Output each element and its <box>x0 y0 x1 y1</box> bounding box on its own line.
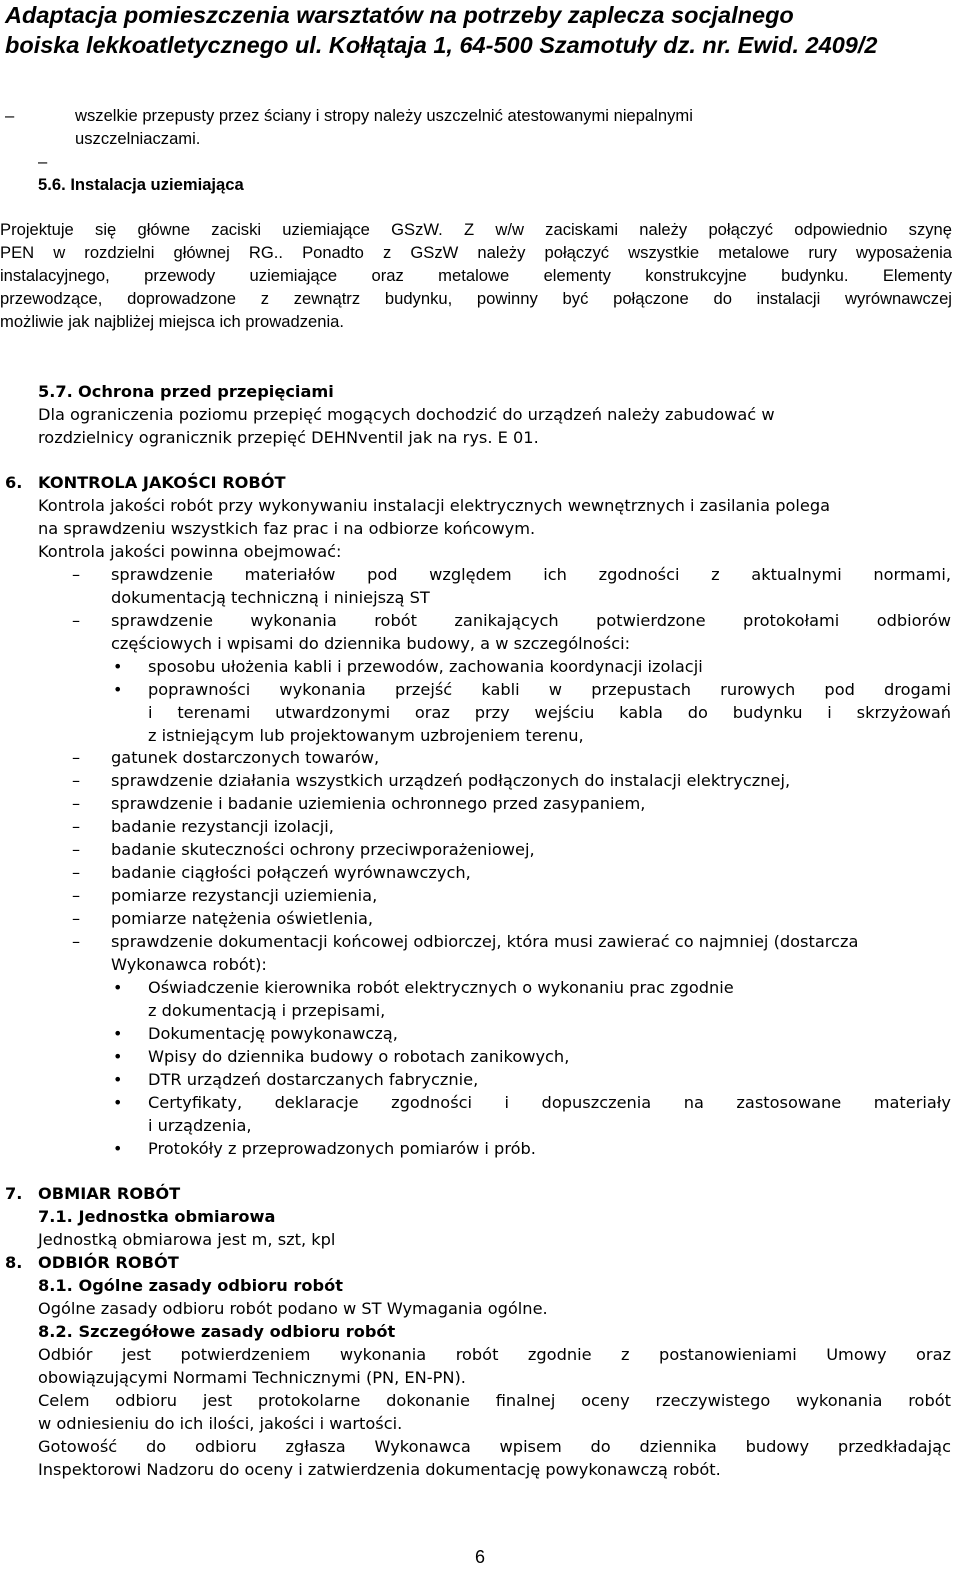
section-heading-6: KONTROLA JAKOŚCI ROBÓT <box>38 473 286 492</box>
dash-marker: – <box>72 771 81 790</box>
dash-marker: – <box>5 106 15 125</box>
section-heading-5-7: 5.7. Ochrona przed przepięciami <box>38 382 334 401</box>
dash-marker: – <box>72 565 81 584</box>
list-item: sposobu ułożenia kabli i przewodów, zachowania koordynacji izolacji <box>148 657 703 676</box>
section-number-7: 7. <box>5 1184 23 1203</box>
list-item: Protokóły z przeprowadzonych pomiarów i prób. <box>148 1139 536 1158</box>
bullet-marker: • <box>113 978 123 997</box>
list-item: sprawdzenie i badanie uziemienia ochronnego przed zasypaniem, <box>111 794 646 813</box>
list-item: pomiarze rezystancji uziemienia, <box>111 886 378 905</box>
paragraph: Jednostką obmiarowa jest m, szt, kpl <box>38 1230 336 1249</box>
dash-marker: – <box>72 611 81 630</box>
page-header <box>5 0 955 60</box>
bullet-marker: • <box>113 1093 123 1112</box>
dash-marker: – <box>72 932 81 951</box>
list-item: gatunek dostarczonych towarów, <box>111 748 380 767</box>
section-number-8: 8. <box>5 1253 23 1272</box>
paragraph: Projektuje się główne zaciski uziemiające GSzW. Z w/w zaciskami należy połączyć odpowiednio szynę PEN w rozdzielni głównej RG.. Ponadto z GSzW należy połączyć wszystkie metalowe rury wyposażenia instalacyjnego, przewody uziemiające oraz metalowe elementy konstrukcyjne budynku. Elementy przewodzące, doprowadzone z zewnątrz budynku, powinny być połączone do instalacji wyrównawczej możliwie jak najbliżej miejsca ich prowadzenia. <box>0 220 952 331</box>
subsection-heading-8-2: 8.2. Szczegółowe zasady odbioru robót <box>38 1322 396 1341</box>
header-line-1: Adaptacja pomieszczenia warsztatów na potrzeby zaplecza socjalnego <box>5 2 794 28</box>
subsection-heading-7-1: 7.1. Jednostka obmiarowa <box>38 1207 276 1226</box>
header-line-2: boiska lekkoatletycznego ul. Kołłątaja 1, 64-500 Szamotuły dz. nr. Ewid. 2409/2 <box>5 32 878 58</box>
dash-marker: – <box>72 886 81 905</box>
bullet-marker: • <box>113 1139 123 1158</box>
list-item: badanie skuteczności ochrony przeciwporażeniowej, <box>111 840 535 859</box>
list-item: sprawdzenie wykonania robót zanikających potwierdzone protokołami odbiorów częściowych i wpisami do dziennika budowy, a w szczególności: <box>111 611 951 653</box>
bullet-marker: • <box>113 1024 123 1043</box>
list-item: sprawdzenie działania wszystkich urządzeń podłączonych do instalacji elektrycznej, <box>111 771 791 790</box>
bullet-marker: • <box>113 657 123 676</box>
dash-marker: – <box>72 863 81 882</box>
bullet-marker: • <box>113 1047 123 1066</box>
paragraph: Odbiór jest potwierdzeniem wykonania robót zgodnie z postanowieniami Umowy oraz obowiązującymi Normami Technicznymi (PN, EN-PN). Celem odbioru jest protokolarne dokonanie finalnej oceny rzeczywistego wykonania robót w odniesieniu do ich ilości, jakości i wartości. Gotowość do odbioru zgłasza Wykonawca wpisem do dziennika budowy przedkładając Inspektorowi Nadzoru do oceny i zatwierdzenia dokumentację powykonawczą robót. <box>38 1345 951 1479</box>
section-heading-8: ODBIÓR ROBÓT <box>38 1253 179 1272</box>
dash-marker: – <box>72 748 81 767</box>
paragraph: Kontrola jakości robót przy wykonywaniu instalacji elektrycznych wewnętrznych i zasilania polega na sprawdzeniu wszystkich faz prac i na odbiorze końcowym. Kontrola jakości powinna obejmować: <box>38 496 831 561</box>
list-item: Oświadczenie kierownika robót elektrycznych o wykonaniu prac zgodnie z dokumentacją i przepisami, <box>148 978 734 1020</box>
dash-marker: – <box>72 909 81 928</box>
list-item: poprawności wykonania przejść kabli w przepustach rurowych pod drogami i terenami utwardzonymi oraz przy wejściu kabla do budynku i skrzyżowań z istniejącym lub projektowanym uzbrojeniem terenu, <box>148 680 951 745</box>
list-item: Wpisy do dziennika budowy o robotach zanikowych, <box>148 1047 570 1066</box>
list-item: sprawdzenie dokumentacji końcowej odbiorczej, która musi zawierać co najmniej (dostarcza Wykonawca robót): <box>111 932 859 974</box>
paragraph: Ogólne zasady odbioru robót podano w ST Wymagania ogólne. <box>38 1299 548 1318</box>
dash-marker: – <box>72 840 81 859</box>
list-item: badanie rezystancji izolacji, <box>111 817 334 836</box>
section-number-6: 6. <box>5 473 23 492</box>
subsection-heading-8-1: 8.1. Ogólne zasady odbioru robót <box>38 1276 343 1295</box>
dash-marker: – <box>72 817 81 836</box>
list-item: DTR urządzeń dostarczanych fabrycznie, <box>148 1070 479 1089</box>
list-item: sprawdzenie materiałów pod względem ich zgodności z aktualnymi normami, dokumentacją techniczną i niniejszą ST <box>111 565 951 607</box>
paragraph: Dla ograniczenia poziomu przepięć mogących dochodzić do urządzeń należy zabudować w rozdzielnicy ogranicznik przepięć DEHNventil jak na rys. E 01. <box>38 405 775 447</box>
list-item: wszelkie przepusty przez ściany i stropy należy uszczelnić atestowanymi niepalnymi uszczelniaczami. <box>75 106 693 148</box>
bullet-marker: • <box>113 680 123 699</box>
bullet-marker: • <box>113 1070 123 1089</box>
list-item: Dokumentację powykonawczą, <box>148 1024 398 1043</box>
dash-marker: – <box>72 794 81 813</box>
section-heading-7: OBMIAR ROBÓT <box>38 1184 181 1203</box>
list-item: pomiarze natężenia oświetlenia, <box>111 909 374 928</box>
page-number: 6 <box>474 1547 485 1567</box>
list-item: badanie ciągłości połączeń wyrównawczych, <box>111 863 471 882</box>
dash-marker: – <box>38 152 48 171</box>
section-heading-5-6: 5.6. Instalacja uziemiająca <box>38 175 244 194</box>
list-item: Certyfikaty, deklaracje zgodności i dopuszczenia na zastosowane materiały i urządzenia, <box>148 1093 951 1135</box>
